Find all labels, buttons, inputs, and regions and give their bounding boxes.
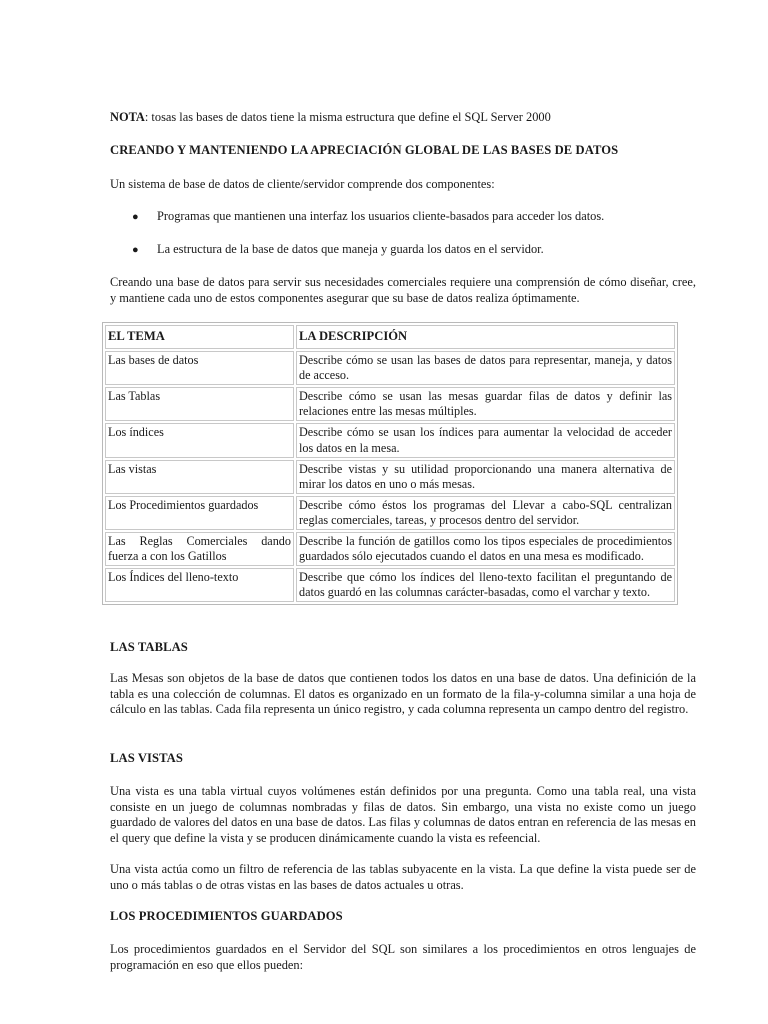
table-row [105, 351, 675, 385]
tablas-paragraph: Las Mesas son objetos de la base de datos que contienen todos los datos en una base de datos. Una definición de la tabla es una colección de columnas. El datos es organizado en un formato de la fila-y-columna similar a una hoja de cálculo en las tablas. Cada fila representa un único registro, y cada columna representa un campo dentro del registro. [110, 671, 696, 717]
vistas-paragraph-1: Una vista es una tabla virtual cuyos volúmenes están definidos por una pregunta. Como una tabla real, una vista consiste en un juego de columnas nombradas y filas de datos. Sin embargo, una vista no existe como un juego guardado de valores del datos en una base de datos. Las filas y columnas de datos entran en referencia de las mesas en el query que define la vista y se producen dinámicamente cuando la vista es refeencial. [110, 784, 696, 845]
description-cell: Describe la función de gatillos como los tipos especiales de procedimientos guardados sólo ejecutados cuando el datos en una mesa es modificado. [296, 532, 675, 566]
topic-cell: Las bases de datos [105, 351, 294, 385]
header-topic: EL TEMA [105, 325, 294, 349]
table-row [105, 568, 675, 602]
note-line [110, 110, 696, 126]
description-cell: Describe cómo se usan las mesas guardar filas de datos y definir las relaciones entre las mesas múltiples. [296, 387, 675, 421]
header-description: LA DESCRIPCIÓN [296, 325, 675, 349]
overview-paragraph: Creando una base de datos para servir sus necesidades comerciales requiere una comprensión de cómo diseñar, cree, y mantiene cada uno de estos componentes asegurar que su base de datos realiza óptimamente. [110, 275, 696, 305]
section-heading-procedimientos: LOS PROCEDIMIENTOS GUARDADOS [110, 909, 343, 923]
topic-cell: Las vistas [105, 460, 294, 494]
description-cell: Describe vistas y su utilidad proporcionando una manera alternativa de mirar los datos en uno o más mesas. [296, 460, 675, 494]
section-heading-tablas: LAS TABLAS [110, 640, 188, 654]
description-cell: Describe cómo se usan las bases de datos para representar, maneja, y datos de acceso. [296, 351, 675, 385]
table-header-row [105, 325, 675, 349]
table-row [105, 460, 675, 494]
topic-cell: Los Índices del lleno-texto [105, 568, 294, 602]
overview-intro: Un sistema de base de datos de cliente/servidor comprende dos componentes: [110, 177, 495, 191]
description-cell: Describe cómo éstos los programas del Llevar a cabo-SQL centralizan reglas comerciales, tareas, y procesos dentro del servidor. [296, 496, 675, 530]
section-heading-overview: CREANDO Y MANTENIENDO LA APRECIACIÓN GLOBAL DE LAS BASES DE DATOS [110, 143, 619, 157]
topics-table [102, 322, 678, 605]
section-heading-vistas: LAS VISTAS [110, 751, 183, 765]
table-row [105, 423, 675, 457]
note-text: : tosas las bases de datos tiene la misma estructura que define el SQL Server 2000 [144, 110, 551, 124]
bullet-dot: ● [132, 244, 139, 256]
note-label: NOTA [110, 110, 145, 124]
table-row [105, 496, 675, 530]
bullet-item-1: Programas que mantienen una interfaz los usuarios cliente-basados para acceder los datos. [157, 209, 605, 223]
vistas-paragraph-2: Una vista actúa como un filtro de referencia de las tablas subyacente en la vista. La que define la vista puede ser de uno o más tablas o de otras vistas en las bases de datos actuales u otras. [110, 862, 696, 892]
table-row [105, 387, 675, 421]
topic-cell: Los Procedimientos guardados [105, 496, 294, 530]
topic-cell: Las Tablas [105, 387, 294, 421]
bullet-dot: ● [132, 211, 139, 223]
bullet-item-2: La estructura de la base de datos que maneja y guarda los datos en el servidor. [157, 242, 544, 256]
procedimientos-paragraph: Los procedimientos guardados en el Servidor del SQL son similares a los procedimientos en otros lenguajes de programación en eso que ellos pueden: [110, 942, 696, 972]
description-cell: Describe que cómo los índices del lleno-texto facilitan el preguntando de datos guardó en las columnas carácter-basadas, como el varchar y texto. [296, 568, 675, 602]
topic-cell: Los índices [105, 423, 294, 457]
description-cell: Describe cómo se usan los índices para aumentar la velocidad de acceder los datos en la mesa. [296, 423, 675, 457]
table-row [105, 532, 675, 566]
topic-cell: Las Reglas Comerciales dando fuerza a con los Gatillos [105, 532, 294, 566]
